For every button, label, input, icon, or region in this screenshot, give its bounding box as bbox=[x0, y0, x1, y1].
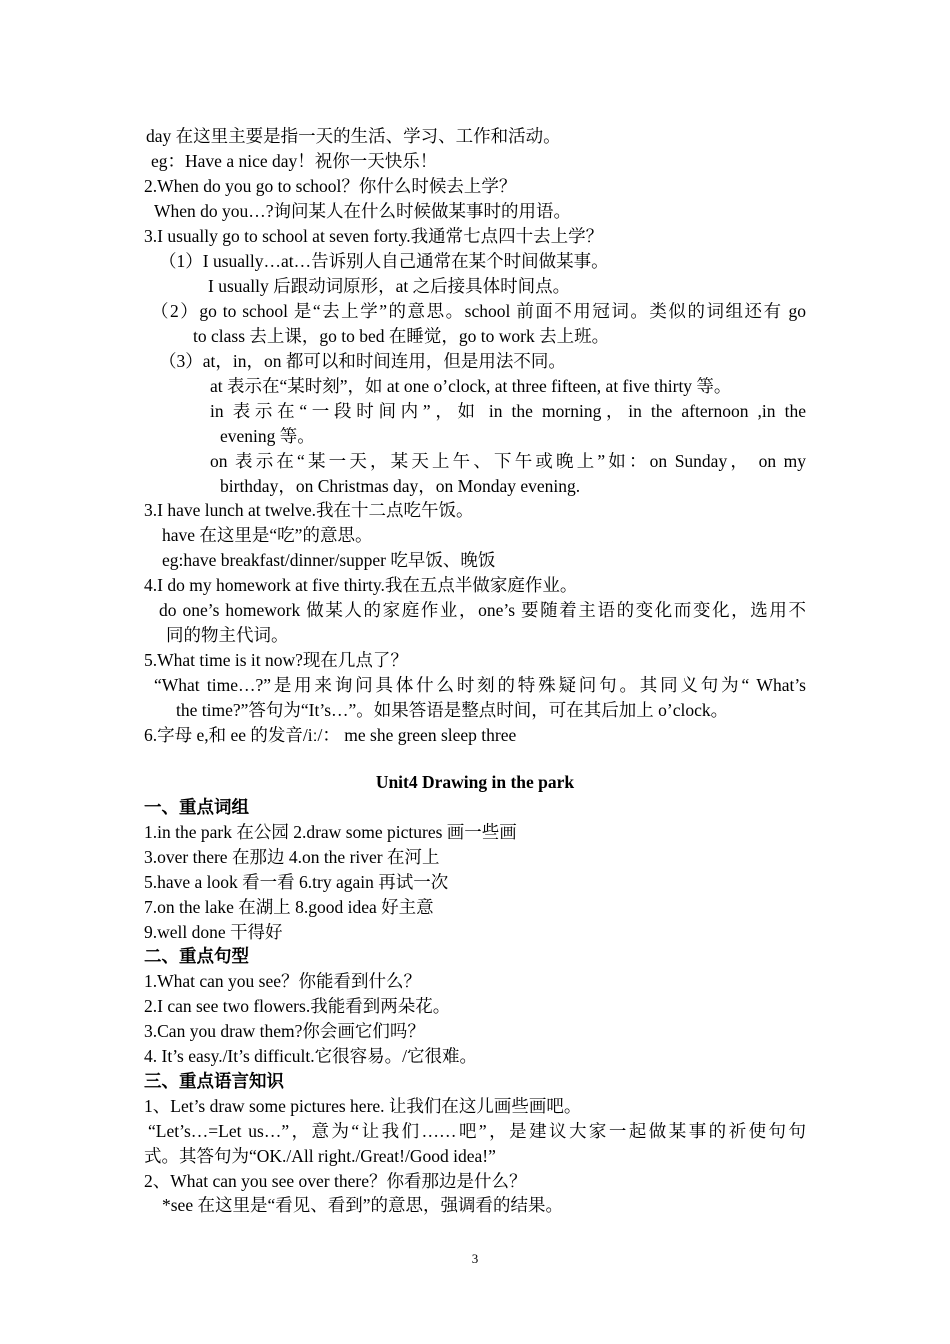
text-line: “What time…?”是用来询问具体什么时刻的特殊疑问句。其同义句为“ What’s bbox=[154, 675, 806, 695]
text-line: 6.字母 e,和 ee 的发音/iː/： me she green sleep three bbox=[144, 725, 517, 745]
sentence-line: 2.I can see two flowers.我能看到两朵花。 bbox=[144, 996, 451, 1016]
text-line: （3）at，in，on 都可以和时间连用，但是用法不同。 bbox=[159, 351, 566, 371]
unit-title: Unit4 Drawing in the park bbox=[375, 772, 575, 792]
phrase-line: 9.well done 干得好 bbox=[144, 922, 283, 942]
knowledge-line: 式。其答句为“OK./All right./Great!/Good idea!” bbox=[144, 1146, 496, 1166]
text-line: I usually 后跟动词原形，at 之后接具体时间点。 bbox=[208, 276, 571, 296]
section-heading: 二、重点句型 bbox=[144, 946, 249, 966]
text-line: birthday，on Christmas day，on Monday evening. bbox=[220, 476, 581, 496]
text-line: When do you…?询问某人在什么时候做某事时的用语。 bbox=[154, 201, 572, 221]
knowledge-line: *see 在这里是“看见、看到”的意思，强调看的结果。 bbox=[162, 1195, 564, 1215]
text-line: （2）go to school 是“去上学”的意思。school 前面不用冠词。类似的词组还有 go bbox=[151, 301, 806, 321]
section-heading: 一、重点词组 bbox=[144, 797, 249, 817]
text-line: 4.I do my homework at five thirty.我在五点半做家庭作业。 bbox=[144, 575, 578, 595]
text-line: 3.I have lunch at twelve.我在十二点吃午饭。 bbox=[144, 500, 474, 520]
knowledge-line: 2、What can you see over there？你看那边是什么？ bbox=[144, 1171, 527, 1191]
phrase-line: 7.on the lake 在湖上 8.good idea 好主意 bbox=[144, 897, 434, 917]
text-line: do one’s homework 做某人的家庭作业，one’s 要随着主语的变化而变化，选用不 bbox=[159, 600, 806, 620]
text-line: eg:have breakfast/dinner/supper 吃早饭、晚饭 bbox=[162, 550, 496, 570]
phrase-line: 5.have a look 看一看 6.try again 再试一次 bbox=[144, 872, 449, 892]
phrase-line: 1.in the park 在公园 2.draw some pictures 画一些画 bbox=[144, 822, 517, 842]
text-line: at 表示在“某时刻”，如 at one o’clock, at three fifteen, at five thirty 等。 bbox=[210, 376, 732, 396]
knowledge-line: 1、Let’s draw some pictures here. 让我们在这儿画些画吧。 bbox=[144, 1096, 582, 1116]
phrase-line: 3.over there 在那边 4.on the river 在河上 bbox=[144, 847, 440, 867]
section-heading: 三、重点语言知识 bbox=[144, 1071, 284, 1091]
text-line: day 在这里主要是指一天的生活、学习、工作和活动。 bbox=[146, 126, 561, 146]
knowledge-line: “Let’s…=Let us…”，意为“让我们……吧”，是建议大家一起做某事的祈使句句 bbox=[148, 1121, 806, 1141]
text-line: have 在这里是“吃”的意思。 bbox=[162, 525, 373, 545]
page-number: 3 bbox=[471, 1251, 479, 1266]
text-line: 同的物主代词。 bbox=[166, 625, 289, 645]
text-line: to class 去上课，go to bed 在睡觉，go to work 去上班。 bbox=[193, 326, 610, 346]
text-line: 5.What time is it now?现在几点了？ bbox=[144, 650, 408, 670]
text-line: in 表示在“一段时间内”，如 in the morning，in the afternoon ,in the bbox=[210, 401, 806, 421]
sentence-line: 4. It’s easy./It’s difficult.它很容易。/它很难。 bbox=[144, 1046, 477, 1066]
text-line: eg：Have a nice day！祝你一天快乐！ bbox=[151, 151, 438, 171]
text-line: 3.I usually go to school at seven forty.我通常七点四十去上学？ bbox=[144, 226, 604, 246]
text-line: the time?”答句为“It’s…”。如果答语是整点时间，可在其后加上 o’clock。 bbox=[176, 700, 729, 720]
text-line: evening 等。 bbox=[220, 426, 315, 446]
text-line: 2.When do you go to school？你什么时候去上学？ bbox=[144, 176, 517, 196]
sentence-line: 3.Can you draw them?你会画它们吗？ bbox=[144, 1021, 425, 1041]
sentence-line: 1.What can you see？你能看到什么？ bbox=[144, 971, 422, 991]
text-line: （1）I usually…at…告诉别人自己通常在某个时间做某事。 bbox=[159, 251, 609, 271]
text-line: on 表示在“某一天，某天上午、下午或晚上”如：on Sunday， on my bbox=[210, 451, 806, 471]
